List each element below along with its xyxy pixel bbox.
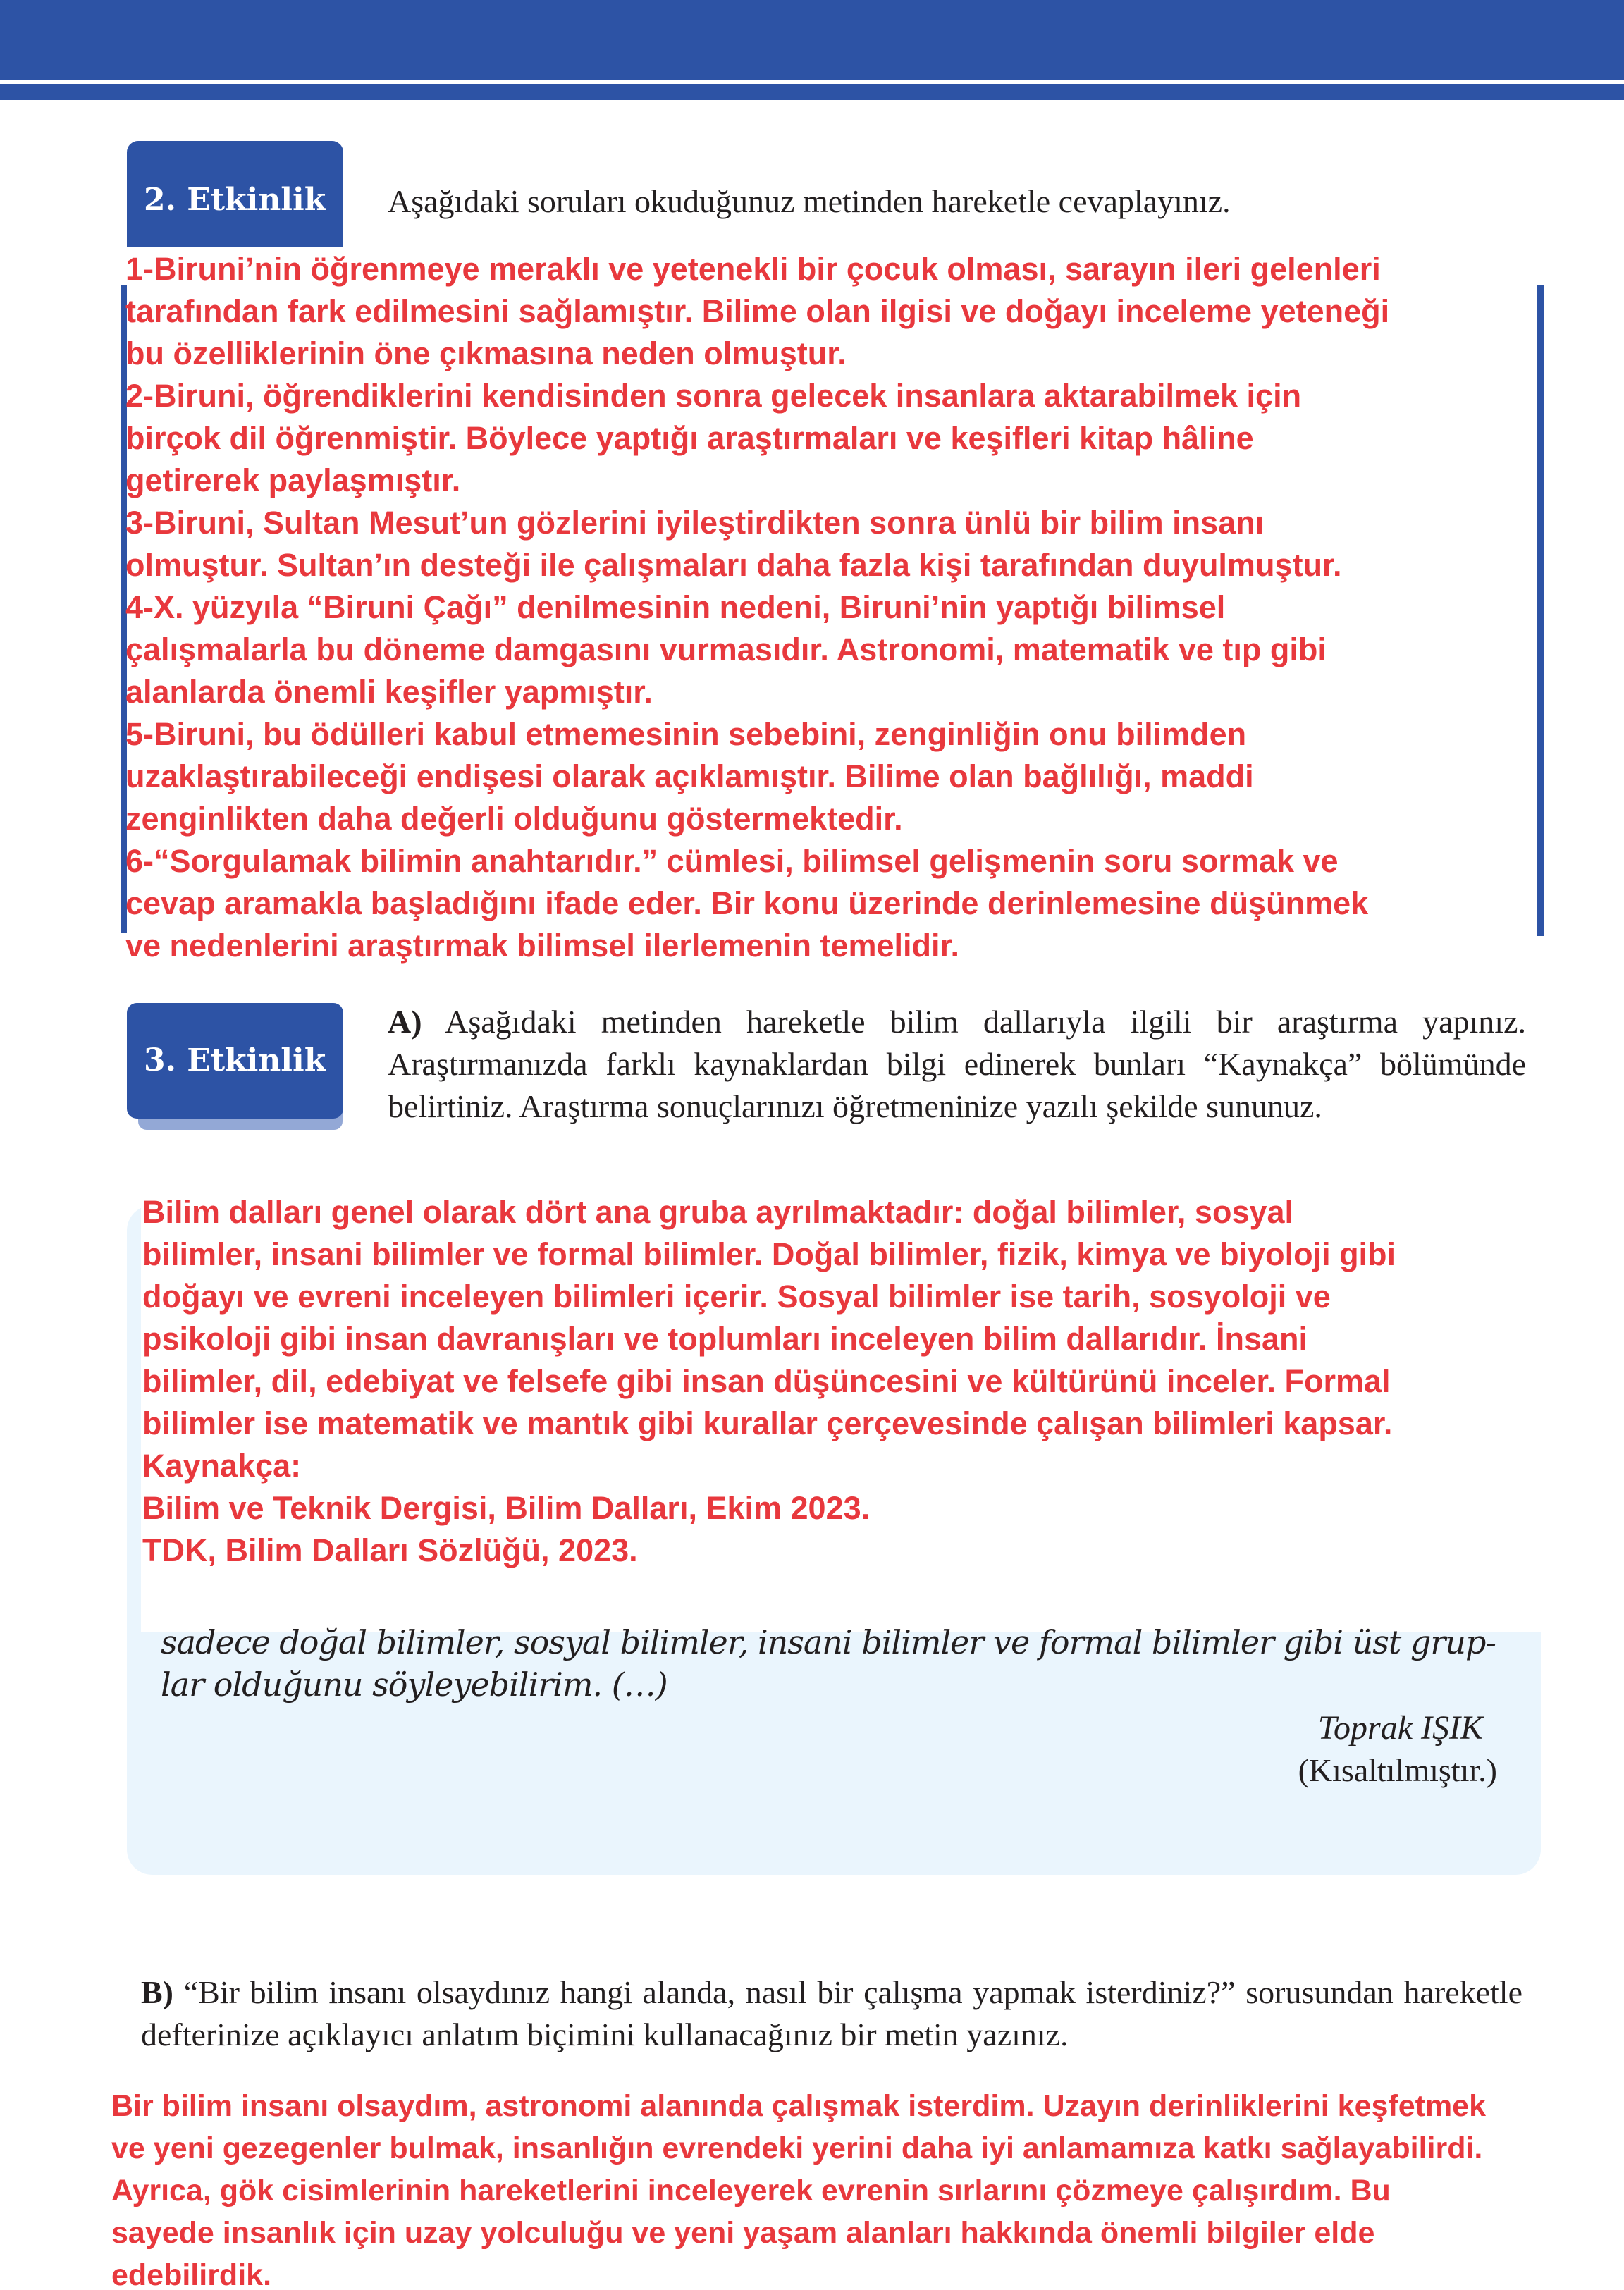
answer-line: Ayrıca, gök cisimlerinin hareketlerini inceleyerek evrenin sırlarını çözmeye çalışırdım. Bu	[111, 2174, 1391, 2208]
bibliography-heading: Kaynakça:	[142, 1448, 302, 1484]
answer-line: uzaklaştırabileceği endişesi olarak açıklamıştır. Bilime olan bağlılığı, maddi	[125, 758, 1254, 794]
answer-line: çalışmalarla bu döneme damgasını vurmasıdır. Astronomi, matematik ve tıp gibi	[125, 632, 1327, 667]
activity-3a-instruction	[388, 1001, 1526, 1128]
answer-line: Bir bilim insanı olsaydım, astronomi alanında çalışmak isterdim. Uzayın derinliklerini keşfetmek	[111, 2089, 1487, 2123]
answer-line: birçok dil öğrenmiştir. Böylece yaptığı araştırmaları ve keşifleri kitap hâline	[125, 420, 1254, 456]
activity-2-answers	[125, 248, 1535, 967]
answer-line: cevap aramakla başladığını ifade eder. Bir konu üzerinde derinlemesine düşünmek	[125, 885, 1369, 921]
answer-line: edebilirdik.	[111, 2258, 272, 2290]
answer-line: 2-Biruni, öğrendiklerini kendisinden sonra gelecek insanlara aktarabilmek için	[125, 378, 1302, 414]
excerpt-author: Toprak IŞIK	[1317, 1709, 1483, 1747]
answer-line: olmuştur. Sultan’ın desteği ile çalışmaları daha fazla kişi tarafından duyulmuştur.	[125, 547, 1342, 583]
answer-line: bu özelliklerinin öne çıkmasına neden olmuştur.	[125, 336, 847, 371]
activity-3b-answer	[111, 2085, 1606, 2290]
answer-bracket-right	[1537, 285, 1544, 936]
answer-line: alanlarda önemli keşifler yapmıştır.	[125, 674, 653, 710]
answer-line: ve yeni gezegenler bulmak, insanlığın evrendeki yerini daha iyi anlamamıza katkı sağlayabilirdi.	[111, 2131, 1483, 2165]
activity-2-instruction: Aşağıdaki soruları okuduğunuz metinden hareketle cevaplayınız.	[388, 183, 1231, 219]
activity-2-badge-label: 2. Etkinlik	[127, 141, 343, 247]
answer-line: doğayı ve evreni inceleyen bilimleri içerir. Sosyal bilimler ise tarih, sosyoloji ve	[142, 1279, 1331, 1315]
part-b-instruction-text: “Bir bilim insanı olsaydınız hangi alanda, nasıl bir çalışma yapmak isterdiniz?” sorusundan hareketle defterinize açıklayıcı anlatım biçimini kullanacağınız bir metin yazınız.	[141, 1974, 1523, 2052]
answer-line: 1-Biruni’nin öğrenmeye meraklı ve yetenekli bir çocuk olması, sarayın ileri gelenleri	[125, 251, 1381, 287]
reading-excerpt	[161, 1621, 1507, 1706]
part-a-label: A)	[388, 1004, 422, 1040]
answer-line: Bilim dalları genel olarak dört ana gruba ayrılmaktadır: doğal bilimler, sosyal	[142, 1194, 1294, 1230]
answer-line: sayede insanlık için uzay yolculuğu ve yeni yaşam alanları hakkında önemli bilgiler elde	[111, 2216, 1375, 2250]
answer-line: ve nedenlerini araştırmak bilimsel ilerlemenin temelidir.	[125, 928, 960, 964]
bibliography-entry: Bilim ve Teknik Dergisi, Bilim Dalları, Ekim 2023.	[142, 1490, 871, 1526]
answer-line: 5-Biruni, bu ödülleri kabul etmemesinin sebebini, zenginliğin onu bilimden	[125, 716, 1247, 752]
bibliography-entry: TDK, Bilim Dalları Sözlüğü, 2023.	[142, 1532, 638, 1568]
answer-line: tarafından fark edilmesini sağlamıştır. Bilime olan ilgisi ve doğayı inceleme yeteneği	[125, 293, 1390, 329]
part-b-label: B)	[141, 1974, 173, 2010]
excerpt-line: sadece doğal bilimler, sosyal bilimler, insani bilimler ve formal bilimler gibi üst grup-	[161, 1623, 1496, 1661]
answer-line: 6-“Sorgulamak bilimin anahtarıdır.” cümlesi, bilimsel gelişmenin soru sormak ve	[125, 843, 1339, 879]
answer-line: getirerek paylaşmıştır.	[125, 462, 461, 498]
activity-3b-instruction	[141, 1971, 1522, 2056]
answer-line: bilimler, insani bilimler ve formal bilimler. Doğal bilimler, fizik, kimya ve biyoloji gibi	[142, 1236, 1396, 1272]
answer-line: bilimler, dil, edebiyat ve felsefe gibi insan düşüncesini ve kültürünü inceler. Formal	[142, 1363, 1391, 1399]
activity-2-badge	[127, 141, 343, 247]
excerpt-line: lar olduğunu söyleyebilirim. (…)	[161, 1666, 668, 1704]
activity-3-badge-label: 3. Etkinlik	[127, 1003, 343, 1119]
answer-line: 4-X. yüzyıla “Biruni Çağı” denilmesinin nedeni, Biruni’nin yaptığı bilimsel	[125, 589, 1226, 625]
answer-line: psikoloji gibi insan davranışları ve toplumları inceleyen bilim dallarıdır. İnsani	[142, 1321, 1308, 1357]
header-band	[0, 0, 1624, 80]
header-stripe	[0, 84, 1624, 100]
answer-line: 3-Biruni, Sultan Mesut’un gözlerini iyileştirdikten sonra ünlü bir bilim insanı	[125, 505, 1265, 541]
activity-3a-answer	[142, 1191, 1552, 1572]
part-a-instruction-text: Aşağıdaki metinden hareketle bilim dallarıyla ilgili bir araştırma yapınız. Araştırmanızda farklı kaynaklardan bilgi edinerek bunları “Kaynakça” bölümünde belirtiniz. Araştırma sonuçlarınızı öğretmeninize yazılı şekilde sununuz.	[388, 1004, 1527, 1124]
answer-line: bilimler ise matematik ve mantık gibi kurallar çerçevesinde çalışan bilimleri kapsar.	[142, 1405, 1393, 1441]
excerpt-note: (Kısaltılmıştır.)	[1298, 1752, 1497, 1788]
activity-3-badge	[127, 1003, 343, 1130]
answer-line: zenginlikten daha değerli olduğunu göstermektedir.	[125, 801, 903, 837]
